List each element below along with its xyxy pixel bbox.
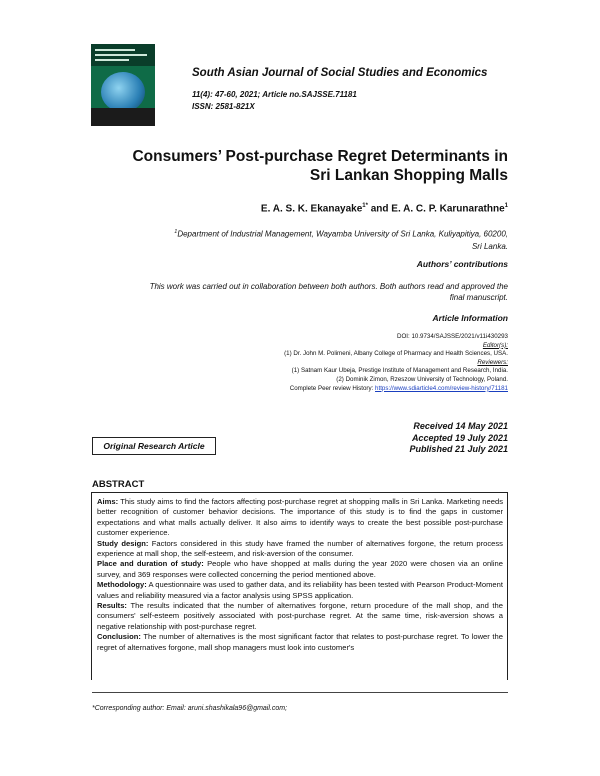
journal-name: South Asian Journal of Social Studies and Economics	[192, 67, 488, 79]
section-label: Methodology:	[97, 580, 147, 590]
title-line: Sri Lankan Shopping Malls	[309, 167, 508, 184]
editor-label: Editor(s):	[482, 341, 508, 349]
affiliation-line: Department of Industrial Management, Wayamba University of Sri Lanka, Kuliyapitiya, 60200,	[177, 229, 508, 239]
author-connector: and	[367, 203, 392, 215]
section-label: Conclusion:	[97, 632, 141, 642]
article-info-heading: Article Information	[432, 313, 508, 323]
abstract-heading: ABSTRACT	[92, 479, 145, 490]
reviewers-label: Reviewers:	[477, 358, 508, 366]
article-info-block	[92, 333, 508, 393]
section-label: Results:	[97, 601, 127, 611]
section-text: This study aims to find the factors affecting post-purchase regret at shopping malls in Sri Lanka. Marketing needs better recognition of customer behavior decisions. The importance of this study is to find the gaps in customer expectations and what malls actually deliver. It also aims to identify ways to create the best possible post-purchase customer experience.	[97, 497, 503, 538]
abstract-section-results	[97, 601, 503, 632]
reviewer-entry: (2) Dominik Zimon, Rzeszow University of Technology, Poland.	[336, 375, 508, 383]
review-history-label: Complete Peer review History:	[289, 384, 376, 392]
date-received: Received 14 May 2021	[413, 421, 508, 431]
cover-title-line	[95, 49, 135, 51]
affiliation-superscript: 1	[174, 229, 178, 235]
date-accepted: Accepted 19 July 2021	[411, 432, 508, 443]
contributions-text	[92, 281, 508, 303]
date-published: Published 21 July 2021	[409, 444, 508, 454]
section-label: Place and duration of study:	[97, 559, 204, 569]
title-line: Consumers’ Post-purchase Regret Determinants in	[132, 148, 508, 165]
author-superscript: 1	[504, 203, 508, 209]
cover-crowd-silhouette	[91, 108, 155, 126]
reviewer-entry: (1) Satnam Kaur Ubeja, Prestige Institute of Management and Research, India.	[291, 367, 508, 375]
issn: ISSN: 2581-821X	[192, 102, 255, 111]
contributions-line: This work was carried out in collaboration between both authors. Both authors read and approved the	[149, 282, 508, 291]
section-label: Study design:	[97, 538, 149, 548]
cover-title-line	[95, 59, 129, 61]
editor-entry: (1) Dr. John M. Polimeni, Albany College of Pharmacy and Health Sciences, USA.	[284, 350, 508, 358]
abstract-body	[97, 497, 503, 653]
affiliation	[92, 226, 508, 253]
section-label: Aims:	[97, 497, 119, 506]
contributions-heading: Authors’ contributions	[416, 259, 508, 269]
cover-globe	[101, 72, 145, 112]
author-name: E. A. C. P. Karunarathne	[391, 203, 505, 215]
section-text: People who have shopped at malls during the year 2020 were chosen via an online survey, and 369 responses were collected concerning the period mentioned above.	[97, 559, 504, 579]
footnote-divider	[92, 692, 508, 693]
author-name: E. A. S. K. Ekanayake	[260, 203, 363, 215]
abstract-section-methodology	[97, 580, 503, 601]
abstract-section-conclusion	[97, 632, 503, 653]
section-text: A questionnaire was used to gather data, and its reliability has been tested with Pearson Product-Moment values and reliability measured via a factor analysis using SPSS application.	[97, 580, 503, 600]
author-superscript: 1*	[362, 203, 368, 209]
review-history-link[interactable]: https://www.sdiarticle4.com/review-history/71181	[375, 384, 508, 392]
journal-cover-image	[91, 44, 155, 126]
section-text: The results indicated that the number of alternatives forgone, return procedure of the mall shop, and the consumers' self-esteem positively associated with post-purchase regret. At the same time, risk-aversion shows a negative relationship with post-purchase regret.	[97, 601, 503, 631]
contributions-line: final manuscript.	[449, 293, 508, 302]
volume-line: 11(4): 47-60, 2021; Article no.SAJSSE.71181	[192, 90, 357, 99]
abstract-section-design	[97, 539, 503, 560]
affiliation-line: Sri Lanka.	[471, 241, 508, 251]
section-text: Factors considered in this study have framed the number of alternatives forgone, the return process experience at mall shop, the self-esteem, and risk-aversion of the consumer.	[97, 538, 503, 559]
doi: DOI: 10.9734/SAJSSE/2021/v11i430293	[397, 333, 508, 340]
article-type-badge: Original Research Article	[92, 437, 216, 455]
author-list	[92, 203, 508, 214]
corresponding-author-footnote: *Corresponding author: Email: aruni.shashikala96@gmail.com;	[92, 705, 288, 712]
cover-title-line	[95, 54, 147, 56]
abstract-section-aims	[97, 497, 503, 539]
section-text: The number of alternatives is the most significant factor that relates to post-purchase regret. To lower the regret of alternatives forgone, mall shop managers must look into customer's	[97, 632, 503, 652]
paper-title	[92, 147, 508, 185]
publication-dates	[300, 421, 508, 456]
abstract-section-place	[97, 559, 503, 580]
